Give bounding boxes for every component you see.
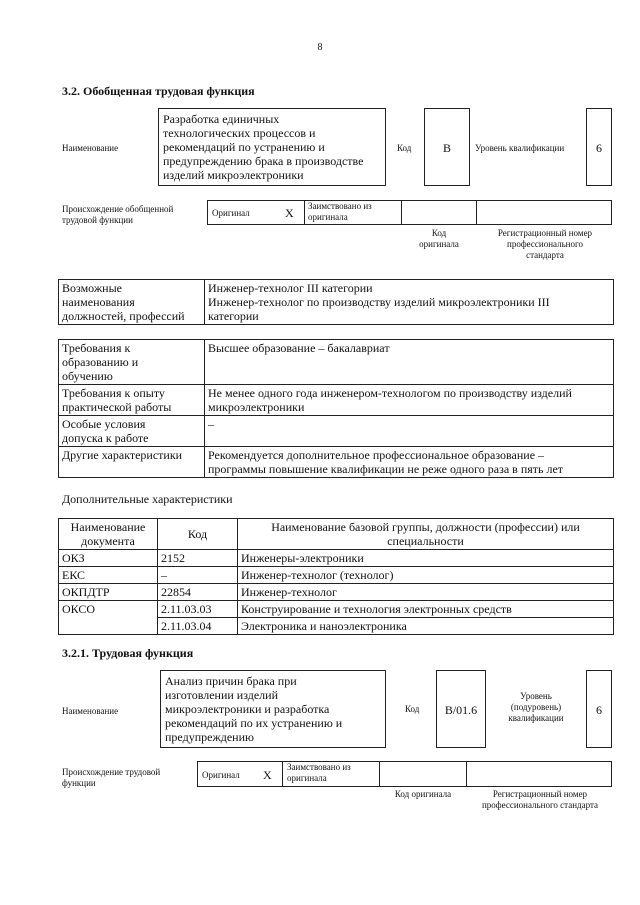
original-label: Оригинал	[212, 208, 250, 218]
header-code: Код	[158, 519, 238, 550]
cell-code: 2152	[158, 550, 238, 567]
cell-code: 22854	[158, 584, 238, 601]
table-row	[59, 385, 614, 416]
function-original-label: Оригинал	[202, 770, 240, 780]
table-row	[59, 618, 614, 635]
requirement-value: –	[205, 416, 614, 447]
extra-heading: Дополнительные характеристики	[62, 492, 233, 506]
code-value: В	[424, 108, 470, 186]
table-row	[59, 340, 614, 385]
function-original-mark: X	[263, 768, 272, 782]
cell-group: Инженер-технолог (технолог)	[238, 567, 614, 584]
table-header-row	[59, 519, 614, 550]
cell-code: 2.11.03.03	[158, 601, 238, 618]
function-code-label: Код	[405, 704, 420, 714]
cell-group: Конструирование и технология электронных средств	[238, 601, 614, 618]
name-value: Разработка единичных технологических процессов и рекомендаций по устранению и предупреждению брака в производстве изделий микроэлектроники	[158, 108, 386, 186]
requirement-value: Не менее одного года инженером-технологом по производству изделий микроэлектроники	[205, 385, 614, 416]
function-origin-box	[197, 761, 612, 787]
requirement-label: Требования к опыту практической работы	[59, 385, 205, 416]
header-group: Наименование базовой группы, должности (профессии) или специальности	[238, 519, 614, 550]
requirement-label: Требования к образованию и обучению	[59, 340, 205, 385]
positions-label: Возможные наименования должностей, профессий	[59, 280, 205, 325]
code-original-label: Код оригинала	[419, 228, 459, 249]
requirement-label: Другие характеристики	[59, 447, 205, 478]
origin-box	[207, 200, 612, 225]
cell-document: ЕКС	[59, 567, 158, 584]
name-label: Наименование	[62, 143, 119, 153]
function-code-value: B/01.6	[436, 670, 486, 748]
table-row	[59, 447, 614, 478]
function-level-label: Уровень (подуровень) квалификации	[508, 691, 564, 723]
extra-table	[58, 518, 614, 635]
table-row	[59, 601, 614, 618]
code-label: Код	[397, 143, 412, 153]
table-row	[59, 567, 614, 584]
qualification-level-label: Уровень квалификации	[475, 143, 565, 153]
function-name-value: Анализ причин брака при изготовлении изделий микроэлектроники и разработка рекомендаций по их устранению и предупреждению	[160, 670, 386, 748]
positions-value: Инженер-технолог III категории Инженер-технолог по производству изделий микроэлектроники III категории	[205, 280, 614, 325]
cell-group: Электроника и наноэлектроника	[238, 618, 614, 635]
requirements-table	[58, 339, 614, 478]
section-heading: 3.2. Обобщенная трудовая функция	[62, 84, 255, 98]
table-row	[59, 550, 614, 567]
function-borrowed-label: Заимствовано из оригинала	[287, 762, 351, 783]
header-document: Наименование документа	[59, 519, 158, 550]
cell-group: Инженеры-электроники	[238, 550, 614, 567]
cell-document: ОКПДТР	[59, 584, 158, 601]
table-row	[59, 584, 614, 601]
borrowed-label: Заимствовано из оригинала	[308, 201, 372, 222]
table-row	[59, 416, 614, 447]
requirement-label: Особые условия допуска к работе	[59, 416, 205, 447]
original-mark: X	[285, 206, 294, 220]
cell-document: ОКЗ	[59, 550, 158, 567]
positions-table	[58, 279, 614, 325]
subsection-heading: 3.2.1. Трудовая функция	[62, 646, 194, 660]
cell-group: Инженер-технолог	[238, 584, 614, 601]
cell-code: –	[158, 567, 238, 584]
page-number: 8	[317, 42, 323, 53]
function-level-value: 6	[586, 670, 612, 748]
cell-document	[59, 618, 158, 635]
cell-code: 2.11.03.04	[158, 618, 238, 635]
qualification-level-value: 6	[586, 108, 612, 186]
function-origin-label: Происхождение трудовой функции	[62, 767, 161, 788]
requirement-value: Рекомендуется дополнительное профессиональное образование – программы повышение квалификации не реже одного раза в пять лет	[205, 447, 614, 478]
function-name-label: Наименование	[62, 706, 119, 716]
requirement-value: Высшее образование – бакалавриат	[205, 340, 614, 385]
function-registration-number-label: Регистрационный номер профессионального стандарта	[481, 789, 599, 810]
origin-label: Происхождение обобщенной трудовой функции	[62, 204, 174, 225]
cell-document: ОКСО	[59, 601, 158, 618]
function-code-original-label: Код оригинала	[394, 789, 452, 799]
registration-number-label: Регистрационный номер профессионального стандарта	[497, 228, 593, 260]
